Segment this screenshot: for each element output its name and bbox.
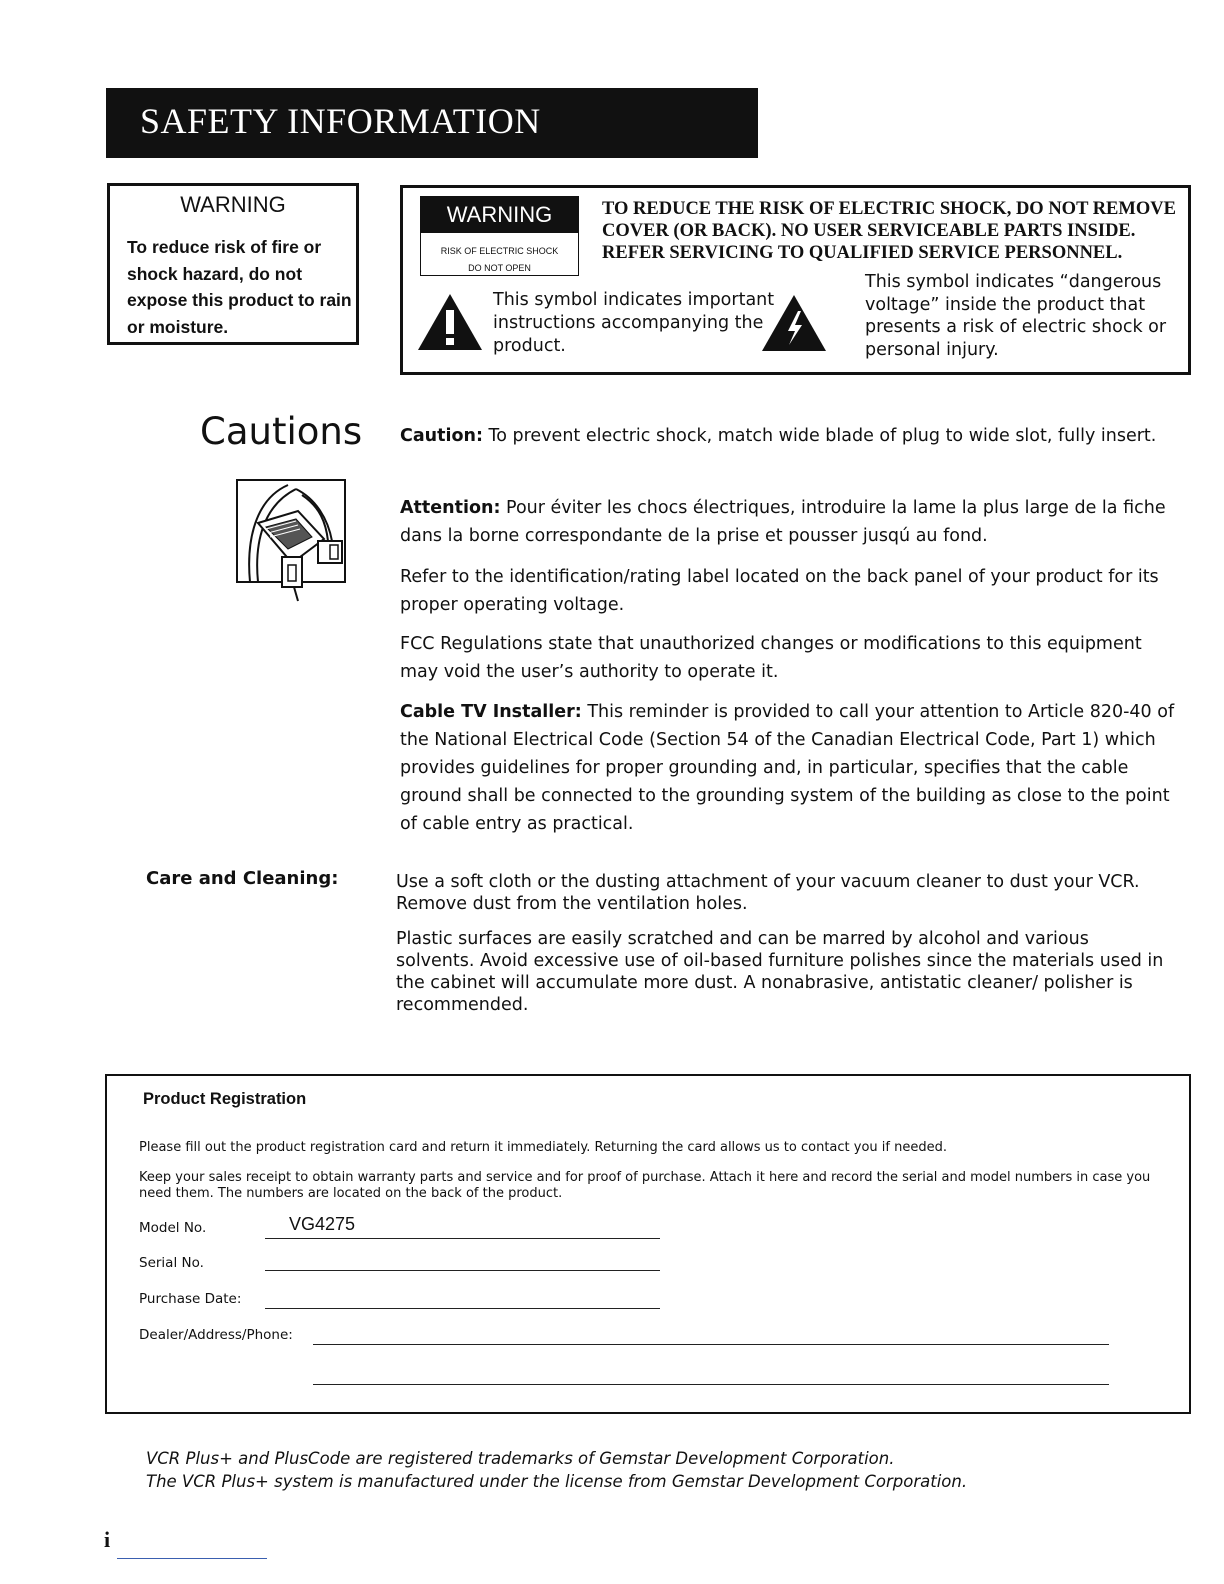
registration-title: Product Registration bbox=[143, 1090, 307, 1108]
product-registration-box bbox=[105, 1074, 1191, 1414]
page-number: i bbox=[104, 1527, 111, 1552]
registration-paragraph-2: Keep your sales receipt to obtain warranty parts and service and for proof of purchase. Attach it here and record the serial and model numbers in case you need them. The numbers are located on the back of the product. bbox=[139, 1170, 1151, 1201]
warning-title: WARNING bbox=[180, 192, 286, 217]
attention-text: Pour éviter les chocs électriques, introduire la lame la plus large de la fiche dans la borne correspondante de la prise et pousser jusqú au fond. bbox=[400, 498, 1166, 546]
warning-badge-line2: DO NOT OPEN bbox=[468, 263, 531, 273]
exclamation-symbol-description: This symbol indicates important instructions accompanying the product. bbox=[493, 290, 775, 356]
warning-text: To reduce risk of fire or shock hazard, do not expose this product to rain or moisture. bbox=[127, 237, 352, 337]
model-value[interactable]: VG4275 bbox=[289, 1214, 356, 1234]
dealer-field-line-2[interactable] bbox=[313, 1384, 1109, 1385]
caution-paragraph bbox=[400, 422, 1180, 450]
trademark-line-1: VCR Plus+ and PlusCode are registered trademarks of Gemstar Development Corporation. bbox=[146, 1449, 895, 1468]
fcc-paragraph: FCC Regulations state that unauthorized changes or modifications to this equipment may void the user’s authority to operate it. bbox=[400, 634, 1142, 682]
dealer-field-line[interactable] bbox=[313, 1344, 1109, 1345]
cautions-heading: Cautions bbox=[200, 410, 363, 453]
footer-rule bbox=[117, 1558, 267, 1559]
care-paragraph-2: Plastic surfaces are easily scratched and can be marred by alcohol and various solvents. Avoid excessive use of oil-based furniture polishes since the materials used in the cabinet will accumulate more dust. A nonabrasive, antistatic cleaner/ polisher is recommended. bbox=[396, 929, 1164, 1015]
purchase-date-field-line[interactable] bbox=[265, 1308, 660, 1309]
attention-label: Attention: bbox=[400, 498, 501, 518]
warning-badge bbox=[420, 196, 579, 276]
cable-installer-label: Cable TV Installer: bbox=[400, 702, 582, 722]
care-paragraph-1: Use a soft cloth or the dusting attachment of your vacuum cleaner to dust your VCR. Remove dust from the ventilation holes. bbox=[396, 872, 1140, 914]
shock-warning-headline: TO REDUCE THE RISK OF ELECTRIC SHOCK, DO NOT REMOVE COVER (OR BACK). NO USER SERVICEABLE PARTS INSIDE. REFER SERVICING TO QUALIFIED SERVICE PERSONNEL. bbox=[602, 199, 1176, 263]
polarized-plug-icon bbox=[236, 479, 348, 603]
caution-label: Caution: bbox=[400, 426, 483, 446]
page-title: SAFETY INFORMATION bbox=[140, 101, 541, 141]
lightning-symbol-description: This symbol indicates “dangerous voltage” inside the product that presents a risk of electric shock or personal injury. bbox=[865, 272, 1167, 360]
dealer-label: Dealer/Address/Phone: bbox=[139, 1327, 293, 1343]
model-field-line bbox=[265, 1238, 660, 1239]
attention-paragraph bbox=[400, 494, 1180, 550]
care-heading: Care and Cleaning: bbox=[146, 868, 339, 889]
warning-box-right bbox=[400, 185, 1191, 375]
rating-paragraph: Refer to the identification/rating label located on the back panel of your product for its proper operating voltage. bbox=[400, 567, 1159, 615]
purchase-date-label: Purchase Date: bbox=[139, 1291, 242, 1307]
lightning-bolt-triangle-icon bbox=[760, 293, 828, 353]
warning-badge-title: WARNING bbox=[421, 197, 578, 233]
cable-installer-paragraph bbox=[400, 698, 1180, 838]
serial-label: Serial No. bbox=[139, 1255, 204, 1271]
serial-field-line[interactable] bbox=[265, 1270, 660, 1271]
cable-installer-text: This reminder is provided to call your attention to Article 820-40 of the National Electrical Code (Section 54 of the Canadian Electrical Code, Part 1) which provides guidelines for proper grounding and, in particular, specifies that the cable ground shall be connected to the grounding system of the building as close to the point of cable entry as practical. bbox=[400, 702, 1175, 834]
trademark-line-2: The VCR Plus+ system is manufactured under the license from Gemstar Development Corporation. bbox=[146, 1472, 968, 1491]
registration-paragraph-1: Please fill out the product registration card and return it immediately. Returning the card allows us to contact you if needed. bbox=[139, 1140, 947, 1155]
warning-badge-line1: RISK OF ELECTRIC SHOCK bbox=[440, 246, 559, 256]
model-label: Model No. bbox=[139, 1220, 207, 1236]
warning-box-left bbox=[107, 183, 359, 345]
exclamation-triangle-icon bbox=[416, 292, 484, 352]
caution-text: To prevent electric shock, match wide blade of plug to wide slot, fully insert. bbox=[482, 426, 1157, 446]
